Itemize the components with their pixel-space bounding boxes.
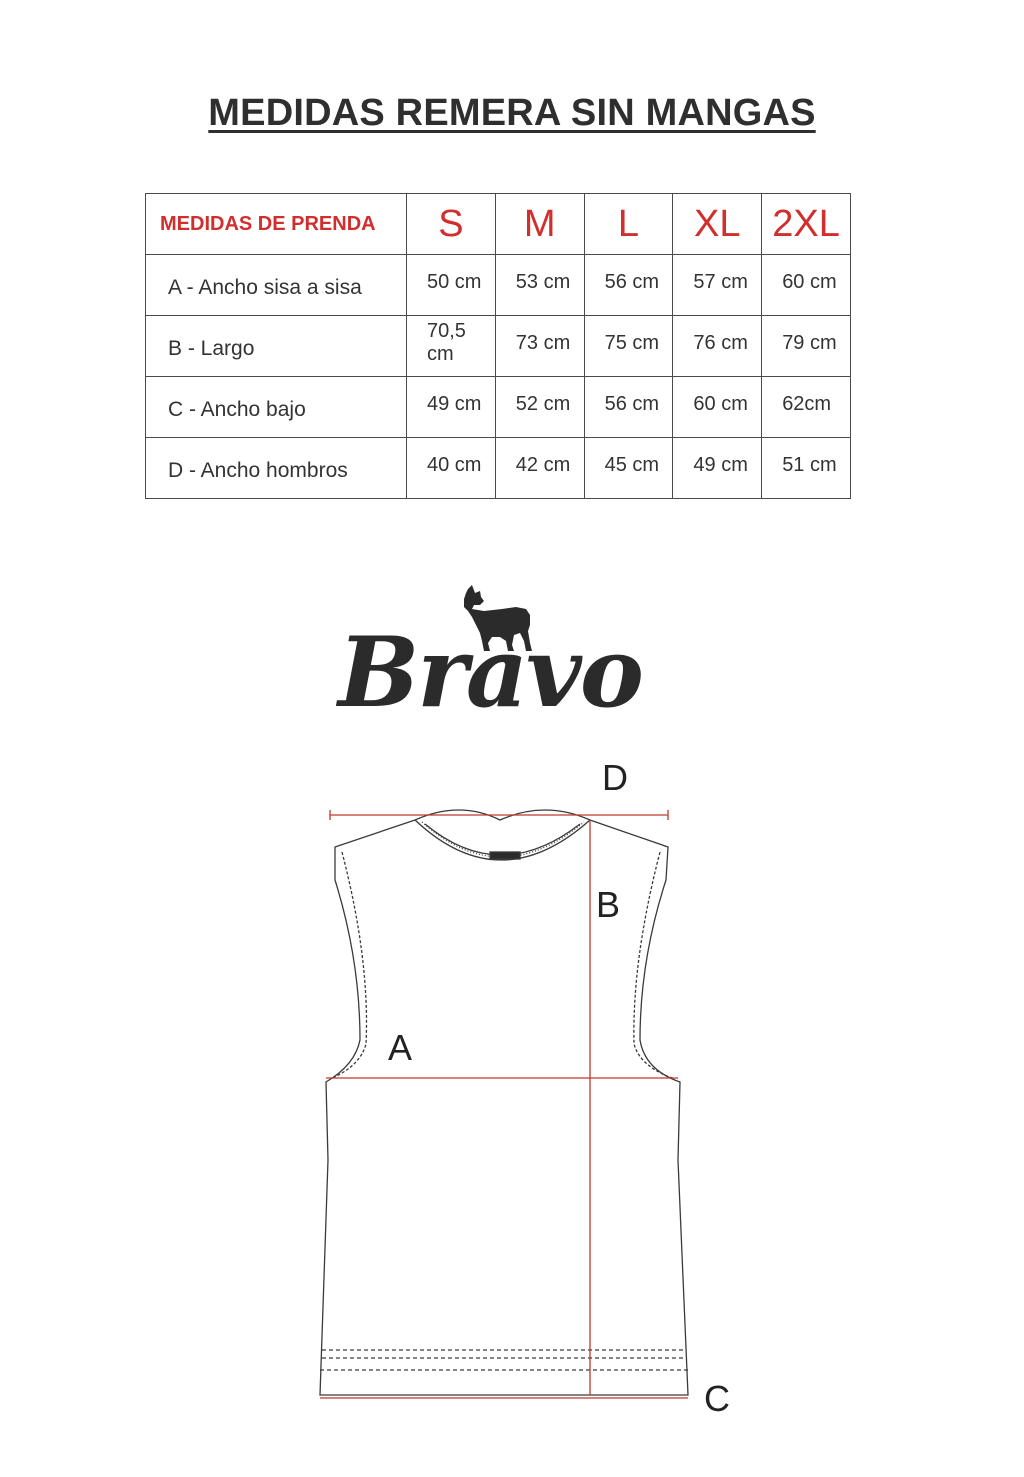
table-row [146, 438, 851, 499]
table-cell: 40 cm [407, 438, 496, 499]
tank-top-diagram [300, 757, 760, 1440]
table-cell: 60 cm [762, 255, 851, 316]
table-cell: 49 cm [407, 377, 496, 438]
garment-outline [320, 810, 688, 1395]
row-label: B - Largo [146, 316, 407, 377]
size-header-s: S [407, 194, 496, 255]
size-header-m: M [495, 194, 584, 255]
table-cell: 60 cm [673, 377, 762, 438]
table-cell: 53 cm [495, 255, 584, 316]
measure-label-c: C [704, 1378, 730, 1419]
table-cell: 73 cm [495, 316, 584, 377]
table-cell: 75 cm [584, 316, 673, 377]
size-header-l: L [584, 194, 673, 255]
row-label: D - Ancho hombros [146, 438, 407, 499]
table-cell: 62cm [762, 377, 851, 438]
table-header-label: MEDIDAS DE PRENDA [146, 194, 407, 255]
brand-name: Bravo [338, 616, 642, 729]
table-row [146, 255, 851, 316]
measure-label-d: D [602, 757, 628, 798]
table-cell: 79 cm [762, 316, 851, 377]
table-cell: 42 cm [495, 438, 584, 499]
size-header-xl: XL [673, 194, 762, 255]
table-cell: 57 cm [673, 255, 762, 316]
table-cell: 51 cm [762, 438, 851, 499]
table-header-row [146, 194, 851, 255]
size-header-2xl: 2XL [762, 194, 851, 255]
table-cell: 50 cm [407, 255, 496, 316]
page-title: MEDIDAS REMERA SIN MANGAS [208, 92, 816, 134]
size-table [145, 193, 851, 499]
table-cell: 56 cm [584, 377, 673, 438]
table-cell: 49 cm [673, 438, 762, 499]
table-row [146, 316, 851, 377]
table-cell: 45 cm [584, 438, 673, 499]
table-cell: 70,5 cm [407, 316, 496, 377]
table-row [146, 377, 851, 438]
table-cell: 56 cm [584, 255, 673, 316]
table-cell: 76 cm [673, 316, 762, 377]
measure-label-a: A [388, 1027, 413, 1068]
brand-logo [320, 585, 660, 745]
table-cell: 52 cm [495, 377, 584, 438]
row-label: A - Ancho sisa a sisa [146, 255, 407, 316]
measure-label-b: B [596, 884, 621, 925]
row-label: C - Ancho bajo [146, 377, 407, 438]
